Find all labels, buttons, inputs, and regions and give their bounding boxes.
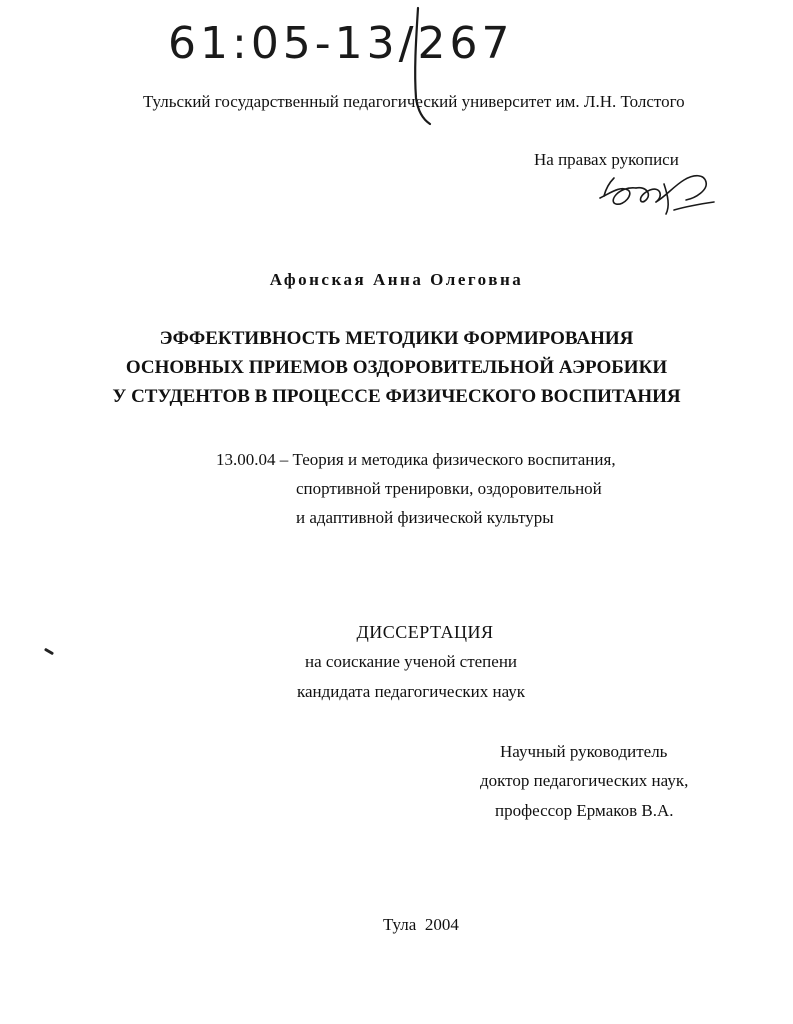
supervisor-line-1: Научный руководитель <box>500 742 668 761</box>
manuscript-rights: На правах рукописи <box>534 150 679 169</box>
specialty-line-2: спортивной тренировки, оздоровительной <box>296 479 602 498</box>
university-name: Тульский государственный педагогический университет им. Л.Н. Толстого <box>143 92 685 111</box>
degree-line-2: кандидата педагогических наук <box>297 682 526 701</box>
thesis-title-line-1: ЭФФЕКТИВНОСТЬ МЕТОДИКИ ФОРМИРОВАНИЯ <box>159 328 634 349</box>
supervisor-line-3: профессор Ермаков В.А. <box>495 801 674 820</box>
archive-number: 61:05-13/267 <box>168 18 514 69</box>
specialty-line-3: и адаптивной физической культуры <box>296 508 554 527</box>
supervisor-line-2: доктор педагогических наук, <box>480 771 689 790</box>
author-name: Афонская Анна Олеговна <box>269 270 524 289</box>
degree-line-1: на соискание ученой степени <box>305 652 518 671</box>
city-year: Тула 2004 <box>383 915 459 934</box>
thesis-title-line-2: ОСНОВНЫХ ПРИЕМОВ ОЗДОРОВИТЕЛЬНОЙ АЭРОБИКИ <box>125 357 668 378</box>
thesis-title-line-3: У СТУДЕНТОВ В ПРОЦЕССЕ ФИЗИЧЕСКОГО ВОСПИТАНИЯ <box>112 386 681 407</box>
ink-speck <box>44 648 54 656</box>
signature <box>600 176 714 214</box>
dissertation-heading: ДИССЕРТАЦИЯ <box>356 622 494 642</box>
specialty-line-1: 13.00.04 – Теория и методика физического воспитания, <box>216 450 616 469</box>
